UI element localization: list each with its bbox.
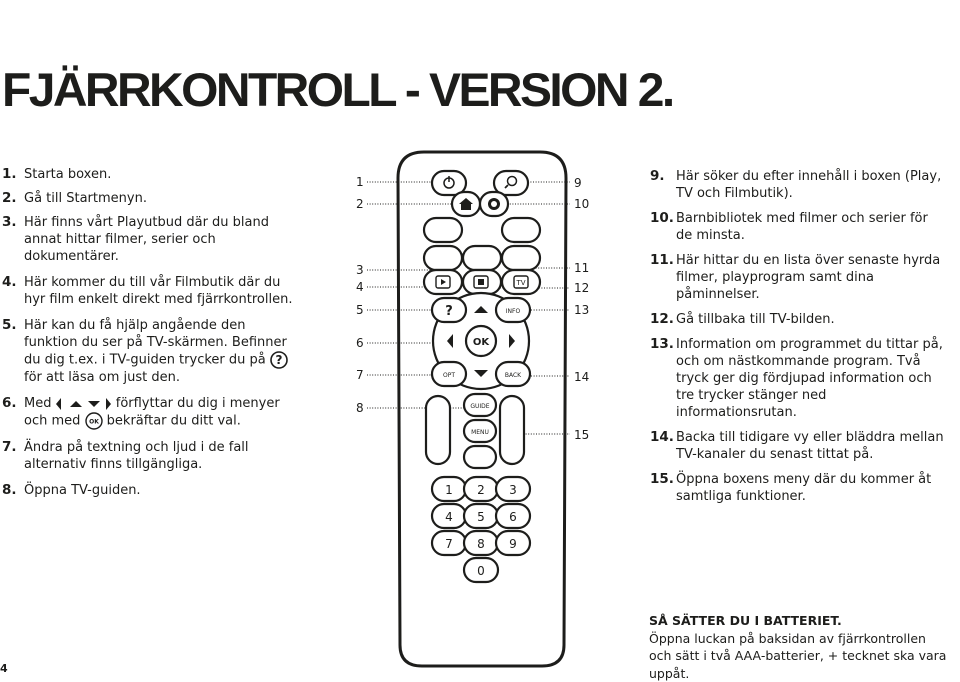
digit-9-label: 9 xyxy=(509,537,517,551)
list-item: 4. Här kommer du till vår Filmbutik där du hyr film enkelt direkt med fjärrkontrollen. xyxy=(2,274,302,308)
callout-13: 13 xyxy=(574,303,589,317)
kids-icon xyxy=(488,198,500,210)
info-label: INFO xyxy=(506,308,521,315)
list-item: 6. Med förflyttar du dig i menyer och med OK bekräftar du ditt val. xyxy=(2,395,302,430)
button-row4-mid[interactable] xyxy=(463,246,501,270)
digit-1-label: 1 xyxy=(445,483,453,497)
help-icon xyxy=(270,351,288,369)
page-title: FJÄRRKONTROLL - VERSION 2. xyxy=(2,62,673,117)
digit-8-label: 8 xyxy=(477,537,485,551)
list-item: 12. Gå tillbaka till TV-bilden. xyxy=(650,311,946,328)
list-item: 13. Information om programmet du tittar på, och om nästkommande program. Två tryck ger dig fördjupad information och tre trycker stänger ned informationsrutan. xyxy=(650,336,946,421)
digit-5-label: 5 xyxy=(477,510,485,524)
channel-rocker[interactable] xyxy=(500,396,524,464)
digit-3-label: 3 xyxy=(509,483,517,497)
list-item: 10. Barnbibliotek med filmer och serier för de minsta. xyxy=(650,210,946,244)
opt-label: OPT xyxy=(443,372,455,379)
list-item: 11. Här hittar du en lista över senaste hyrda filmer, playprogram samt dina påminnelser. xyxy=(650,252,946,303)
battery-text: Öppna luckan på baksidan av fjärrkontrollen och sätt i två AAA-batterier, + tecknet ska vara uppåt. xyxy=(649,630,949,682)
svg-text:OK: OK xyxy=(89,419,99,426)
digit-4-label: 4 xyxy=(445,510,453,524)
list-item: 5. Här kan du få hjälp angående den funktion du ser på TV-skärmen. Befinner du dig t.ex. i TV-guiden trycker du på ? för att läsa om just den. xyxy=(2,317,302,386)
digit-6-label: 6 xyxy=(509,510,517,524)
callout-10: 10 xyxy=(574,197,589,211)
list-item: 3. Här finns vårt Playutbud där du bland annat hittar filmer, serier och dokumentärer. xyxy=(2,214,302,265)
callout-12: 12 xyxy=(574,281,589,295)
ok-label: OK xyxy=(473,337,491,348)
remote-control-diagram xyxy=(340,150,610,670)
digit-0-label: 0 xyxy=(477,564,485,578)
back-label: BACK xyxy=(505,372,522,379)
button-row4-right[interactable] xyxy=(502,246,540,270)
callout-15: 15 xyxy=(574,428,589,442)
callout-14: 14 xyxy=(574,370,589,384)
list-item: 14. Backa till tidigare vy eller bläddra mellan TV-kanaler du senast tittat på. xyxy=(650,429,946,463)
callout-3: 3 xyxy=(356,263,364,277)
callout-8: 8 xyxy=(356,401,364,415)
navigation-arrows-icon xyxy=(56,398,112,410)
page-number: 4 xyxy=(0,662,8,675)
callout-1: 1 xyxy=(356,175,364,189)
callout-2: 2 xyxy=(356,197,364,211)
callout-4: 4 xyxy=(356,280,364,294)
guide-label: GUIDE xyxy=(470,403,489,410)
battery-instructions xyxy=(649,612,949,682)
battery-heading: SÅ SÄTTER DU I BATTERIET. xyxy=(649,612,949,630)
button-row4-left[interactable] xyxy=(424,246,462,270)
callout-6: 6 xyxy=(356,336,364,350)
mute-button[interactable] xyxy=(464,446,496,468)
list-item: 1. Starta boxen. xyxy=(2,166,302,183)
list-item: 15. Öppna boxens meny där du kommer åt samtliga funktioner. xyxy=(650,471,946,505)
callout-5: 5 xyxy=(356,303,364,317)
svg-text:TV: TV xyxy=(515,279,525,287)
button-row3-right[interactable] xyxy=(502,218,540,242)
list-item: 2. Gå till Startmenyn. xyxy=(2,190,302,207)
help-label: ? xyxy=(445,304,453,319)
callout-9: 9 xyxy=(574,176,582,190)
svg-text:?: ? xyxy=(275,353,282,367)
callout-11: 11 xyxy=(574,261,589,275)
list-item: 7. Ändra på textning och ljud i de fall alternativ finns tillgängliga. xyxy=(2,439,302,473)
button-row3-left[interactable] xyxy=(424,218,462,242)
digit-7-label: 7 xyxy=(445,537,453,551)
list-item: 9. Här söker du efter innehåll i boxen (Play, TV och Filmbutik). xyxy=(650,168,946,202)
menu-label: MENU xyxy=(471,429,489,436)
callout-7: 7 xyxy=(356,368,364,382)
digit-2-label: 2 xyxy=(477,483,485,497)
right-instruction-list xyxy=(650,168,946,511)
list-item: 8. Öppna TV-guiden. xyxy=(2,482,302,499)
ok-icon xyxy=(85,412,103,430)
left-instruction-list xyxy=(2,166,302,506)
volume-rocker[interactable] xyxy=(426,396,450,464)
